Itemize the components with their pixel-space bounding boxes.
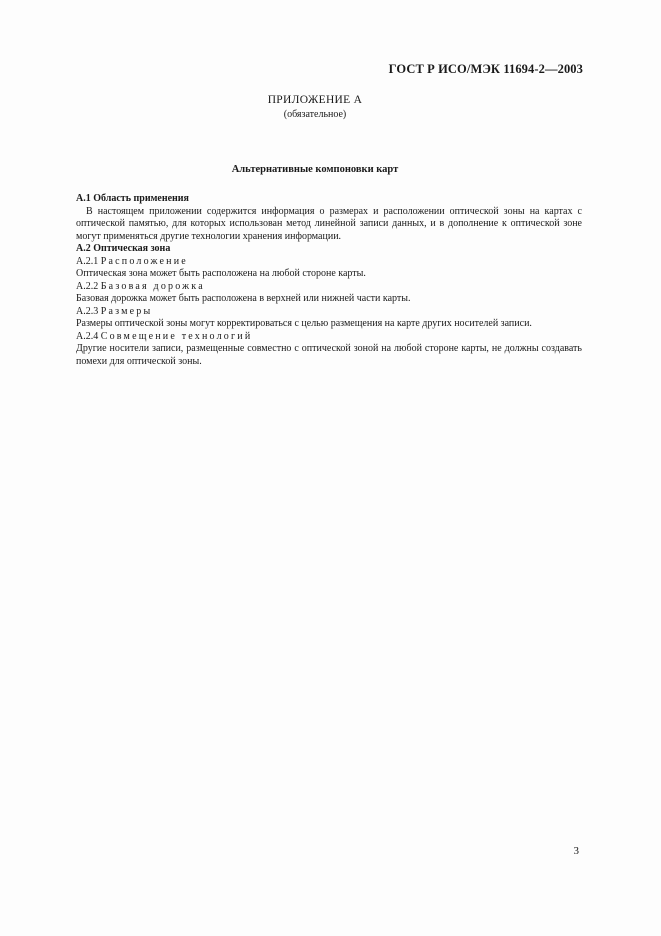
clause-a23-number: А.2.3	[76, 305, 99, 317]
clause-a24-heading	[76, 331, 582, 344]
clause-a23-heading	[76, 306, 582, 319]
clause-a24-text: Другие носители записи, размещенные совместно с оптической зоной на любой стороне карты, не должны создавать помехи для оптической зоны.	[76, 343, 582, 367]
page-number: 3	[573, 845, 579, 857]
standard-designation: ГОСТ Р ИСО/МЭК 11694-2—2003	[388, 62, 583, 76]
section-title: Альтернативные компоновки карт	[231, 164, 399, 175]
clause-a1-text-content: В настоящем приложении содержится информация о размерах и расположении оптической зоны на картах с оптической памятью, для которых использован метод линейной записи данных, и в дополнение к оптической зоне могут применяться другие технологии хранения информации.	[76, 205, 582, 242]
clause-a2-heading: А.2 Оптическая зона	[76, 243, 171, 254]
document-body	[76, 193, 582, 368]
clause-a23-title: Размеры	[100, 305, 153, 317]
clause-a24-title: Совмещение технологий	[100, 330, 253, 342]
clause-a21-heading	[76, 256, 582, 269]
clause-a22-number: А.2.2	[76, 280, 99, 292]
clause-a24-number: А.2.4	[76, 330, 99, 342]
clause-a1-text	[76, 206, 582, 244]
annex-title: ПРИЛОЖЕНИЕ А	[267, 94, 363, 106]
clause-a22-title: Базовая дорожка	[100, 280, 205, 292]
clause-a21-number: А.2.1	[76, 255, 99, 267]
clause-a23-text: Размеры оптической зоны могут корректироваться с целью размещения на карте других носителей записи.	[76, 318, 532, 329]
annex-status: (обязательное)	[283, 109, 347, 120]
clause-a21-text: Оптическая зона может быть расположена на любой стороне карты.	[76, 268, 366, 279]
clause-a22-heading	[76, 281, 582, 294]
clause-a1-heading: А.1 Область применения	[76, 193, 189, 204]
clause-a21-title: Расположение	[100, 255, 188, 267]
clause-a22-text: Базовая дорожка может быть расположена в верхней или нижней части карты.	[76, 293, 411, 304]
